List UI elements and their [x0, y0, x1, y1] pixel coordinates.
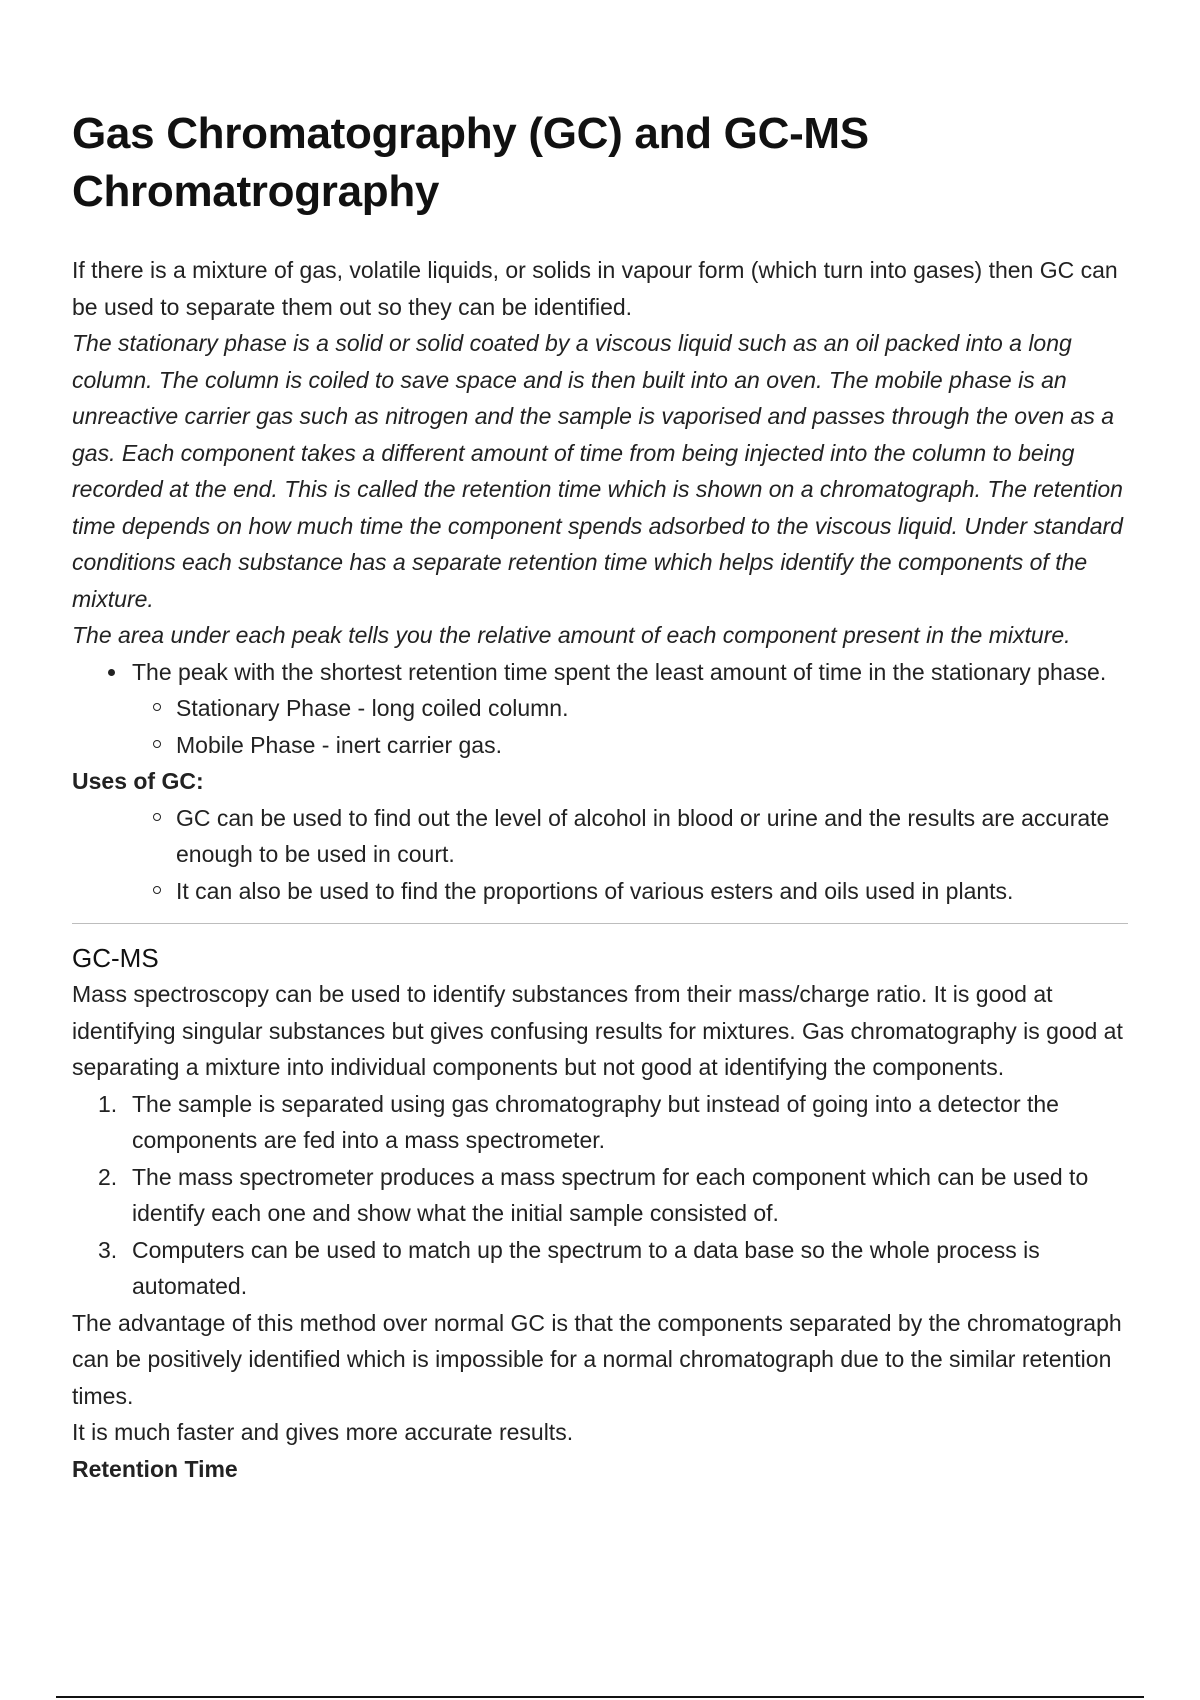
circle-bullet-icon [153, 740, 161, 748]
gcms-intro-paragraph: Mass spectroscopy can be used to identify substances from their mass/charge ratio. It is good at identifying singular substances but gives confusing results for mixtures. Gas chromatography is good at separating a mixture into individual components but not good at identifying the components. [72, 981, 1123, 1080]
sub-bullet-text: Mobile Phase - inert carrier gas. [176, 731, 502, 758]
page-title: Gas Chromatography (GC) and GC-MS Chromatrography [72, 109, 869, 216]
step-number: 1. [98, 1090, 118, 1117]
circle-bullet-icon [153, 886, 161, 894]
bullet-icon [108, 669, 115, 676]
use-text: GC can be used to find out the level of alcohol in blood or urine and the results are accurate enough to be used in court. [176, 804, 1110, 867]
intro-paragraph: If there is a mixture of gas, volatile liquids, or solids in vapour form (which turn into gases) then GC can be used to separate them out so they can be identified. [72, 257, 1118, 320]
bullet-text: The peak with the shortest retention time spent the least amount of time in the stationary phase. [132, 658, 1107, 685]
peak-area-paragraph: The area under each peak tells you the relative amount of each component present in the mixture. [72, 622, 1071, 648]
list-item [72, 690, 1132, 727]
stationary-phase-paragraph: The stationary phase is a solid or solid coated by a viscous liquid such as an oil packed into a long column. The column is coiled to save space and is then built into an oven. The mobile phase is an unreactive carrier gas such as nitrogen and the sample is vaporised and passes through the oven as a gas. Each component takes a different amount of time from being injected into the column to being recorded at the end. This is called the retention time which is shown on a chromatograph. The retention time depends on how much time the component spends adsorbed to the viscous liquid. Under standard conditions each substance has a separate retention time which helps identify the components of the mixture. [72, 330, 1123, 612]
section-divider [72, 923, 1128, 924]
advantage-paragraph: The advantage of this method over normal GC is that the components separated by the chromatograph can be positively identified which is impossible for a normal chromatograph due to the similar retention times. [72, 1309, 1122, 1409]
list-item [72, 1232, 1132, 1305]
gcms-heading: GC-MS [72, 943, 159, 973]
step-text: The mass spectrometer produces a mass spectrum for each component which can be used to identify each one and show what the initial sample consisted of. [132, 1163, 1089, 1226]
steps-list [72, 1086, 1132, 1305]
list-item [72, 727, 1132, 764]
bullet-list [72, 654, 1132, 764]
list-item [72, 1086, 1132, 1159]
step-text: The sample is separated using gas chromatography but instead of going into a detector the components are fed into a mass spectrometer. [132, 1090, 1059, 1153]
page-bottom-rule [56, 1696, 1144, 1698]
list-item [72, 654, 1132, 691]
circle-bullet-icon [153, 703, 161, 711]
faster-paragraph: It is much faster and gives more accurate results. [72, 1419, 574, 1445]
list-item [72, 800, 1132, 873]
list-item [72, 1159, 1132, 1232]
use-text: It can also be used to find the proportions of various esters and oils used in plants. [176, 877, 1014, 904]
uses-heading: Uses of GC: [72, 768, 204, 794]
sub-bullet-text: Stationary Phase - long coiled column. [176, 695, 569, 721]
circle-bullet-icon [153, 813, 161, 821]
step-text: Computers can be used to match up the spectrum to a data base so the whole process is automated. [132, 1236, 1040, 1299]
document-body [72, 252, 1132, 1487]
uses-list [72, 800, 1132, 910]
retention-time-heading: Retention Time [72, 1455, 238, 1482]
list-item [72, 873, 1132, 910]
step-number: 2. [98, 1163, 118, 1190]
step-number: 3. [98, 1236, 118, 1263]
